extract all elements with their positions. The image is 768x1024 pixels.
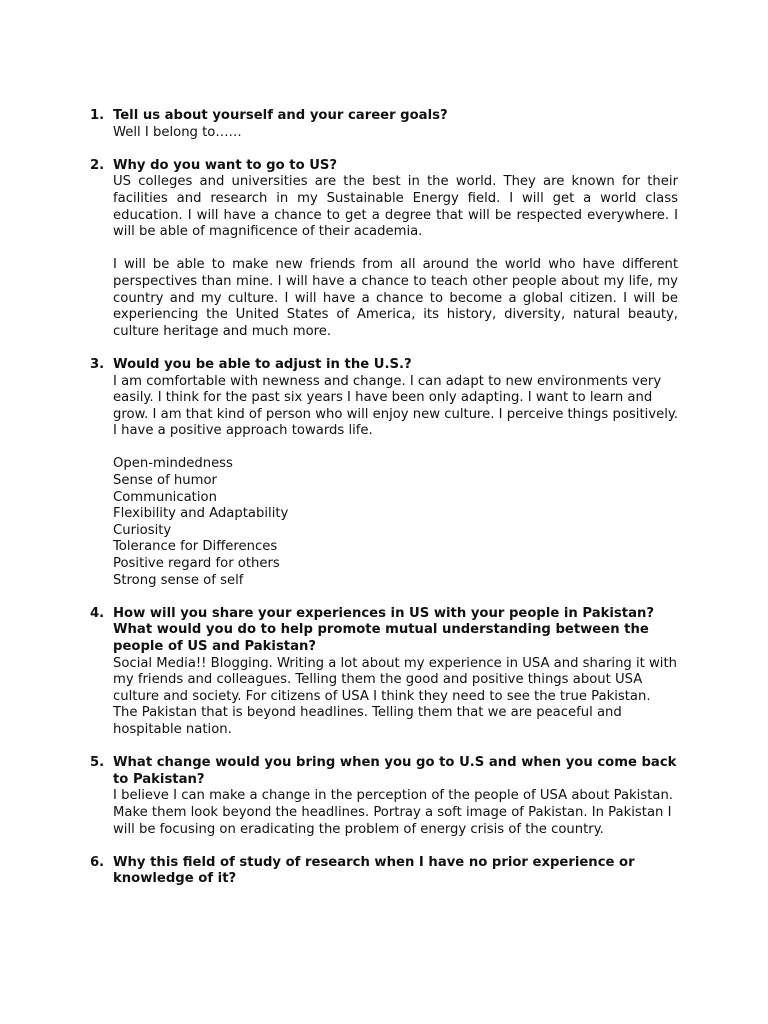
question-item-3 — [90, 357, 678, 589]
question-text: Tell us about yourself and your career goals? — [113, 108, 448, 123]
answer-paragraph: I believe I can make a change in the perception of the people of USA about Pakistan. Make them look beyond the headlines. Portray a soft image of Pakistan. In Pakistan I will be focusing on eradicating the problem of energy crisis of the country. — [113, 788, 673, 837]
trait-item: Communication — [113, 489, 217, 505]
question-item-5 — [90, 755, 678, 838]
trait-item: Tolerance for Differences — [113, 539, 278, 555]
question-number: 5. — [90, 755, 105, 771]
question-number: 2. — [90, 157, 105, 173]
trait-item: Positive regard for others — [113, 556, 280, 572]
trait-item: Flexibility and Adaptability — [113, 506, 289, 522]
question-item-2 — [90, 158, 678, 341]
answer-paragraph: I am comfortable with newness and change. I can adapt to new environments very easily. I think for the past six years I have been only adapting. I want to learn and grow. I am that kind of person who will enjoy new culture. I perceive things positively. I have a positive approach towards life. — [113, 373, 678, 439]
answer-paragraph: US colleges and universities are the best in the world. They are known for their facilities and research in my Sustainable Energy field. I will get a world class education. I will have a chance to get a degree that will be respected everywhere. I will be able of magnificence of their academia. — [113, 174, 678, 240]
question-text: What change would you bring when you go to U.S and when you come back to Pakistan? — [113, 755, 677, 787]
question-text: Would you be able to adjust in the U.S.? — [113, 356, 412, 372]
question-item-6 — [90, 855, 678, 888]
trait-item: Sense of humor — [113, 473, 217, 489]
trait-item: Curiosity — [113, 522, 172, 538]
question-number: 1. — [90, 108, 105, 123]
question-text: How will you share your experiences in US with your people in Pakistan? What would you do to help promote mutual understanding between the people of US and Pakistan? — [113, 605, 655, 654]
question-item-1 — [90, 108, 678, 141]
question-number: 4. — [90, 605, 105, 621]
question-list — [90, 108, 678, 905]
traits-list — [113, 456, 678, 589]
question-number: 6. — [90, 854, 105, 870]
question-item-4 — [90, 606, 678, 739]
trait-item: Open-mindedness — [113, 456, 233, 472]
question-text: Why this field of study of research when I have no prior experience or knowledge of it? — [113, 854, 635, 887]
answer-paragraph: Social Media!! Blogging. Writing a lot about my experience in USA and sharing it with my friends and colleagues. Telling them the good and positive things about USA culture and society. For citizens of USA I think they need to see the true Pakistan. The Pakistan that is beyond headlines. Telling them that we are peaceful and hospitable nation. — [113, 655, 678, 737]
trait-item: Strong sense of self — [113, 572, 244, 588]
question-text: Why do you want to go to US? — [113, 157, 338, 173]
answer-paragraph: I will be able to make new friends from all around the world who have different perspectives than mine. I will have a chance to teach other people about my life, my country and my culture. I will have a chance to become a global citizen. I will be experiencing the United States of America, its history, diversity, natural beauty, culture heritage and much more. — [113, 257, 678, 339]
answer-paragraph: Well I belong to…… — [113, 124, 242, 140]
question-number: 3. — [90, 356, 105, 372]
